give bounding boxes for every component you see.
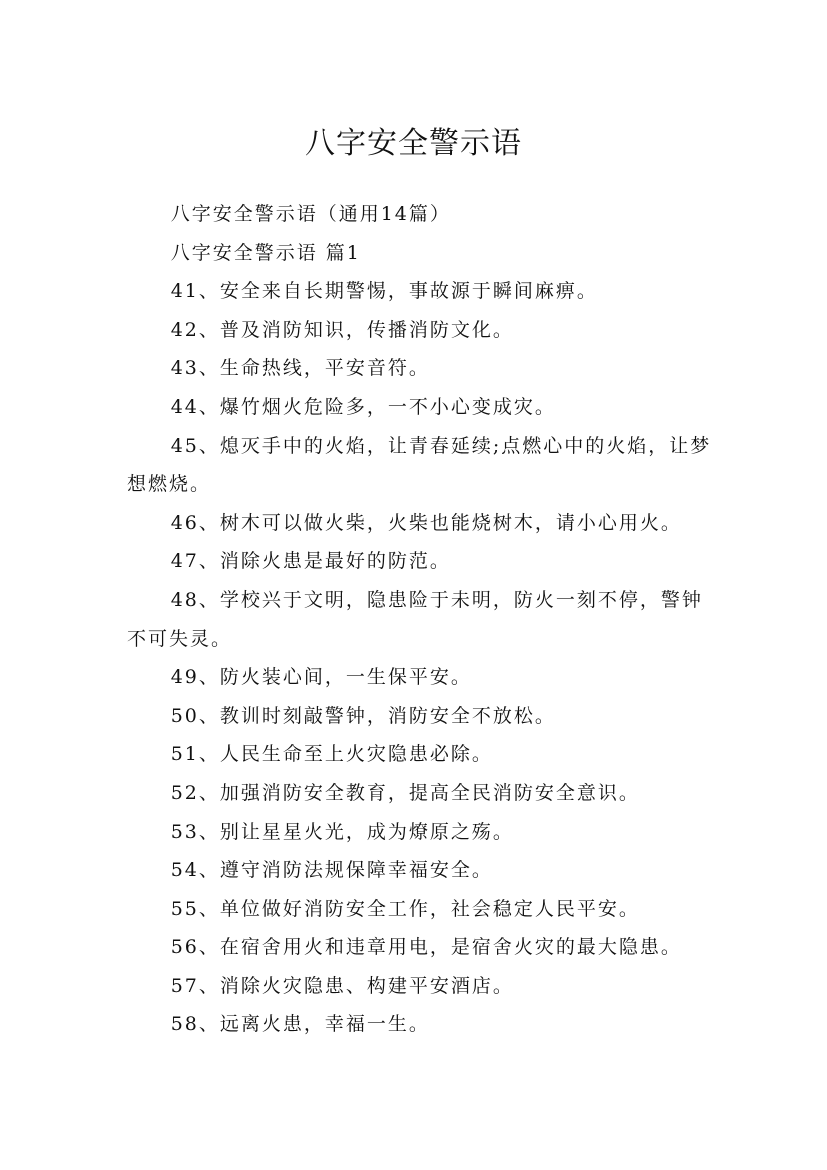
paragraph-section-heading: 八字安全警示语 篇1: [170, 241, 361, 264]
paragraph-item: 41、安全来自长期警惕，事故源于瞬间麻痹。: [170, 280, 598, 303]
paragraph-item: 53、别让星星火光，成为燎原之殇。: [170, 820, 514, 843]
paragraph-item: 55、单位做好消防安全工作，社会稳定人民平安。: [170, 897, 640, 920]
paragraph-item: 52、加强消防安全教育，提高全民消防安全意识。: [170, 781, 640, 804]
paragraph-item: 51、人民生命至上火灾隐患必除。: [170, 743, 493, 766]
paragraph-item: 57、消除火灾隐患、构建平安酒店。: [170, 974, 514, 997]
paragraph-item: 45、熄灭手中的火焰，让青春延续;点燃心中的火焰，让梦想燃烧。: [127, 434, 712, 496]
paragraph-item: 49、防火装心间，一生保平安。: [170, 666, 472, 689]
paragraph-item: 46、树木可以做火柴，火柴也能烧树木，请小心用火。: [170, 511, 682, 534]
paragraph-item: 56、在宿舍用火和违章用电，是宿舍火灾的最大隐患。: [170, 936, 682, 959]
document-title: 八字安全警示语: [305, 126, 522, 162]
paragraph-item: 50、教训时刻敲警钟，消防安全不放松。: [170, 704, 556, 727]
paragraph-item: 44、爆竹烟火危险多，一不小心变成灾。: [170, 395, 556, 418]
paragraph-item: 42、普及消防知识，传播消防文化。: [170, 318, 514, 341]
paragraph-subtitle: 八字安全警示语（通用14篇）: [170, 203, 451, 225]
paragraph-item: 48、学校兴于文明，隐患险于未明，防火一刻不停，警钟不可失灵。: [127, 588, 703, 650]
paragraph-item: 58、远离火患，幸福一生。: [170, 1013, 430, 1036]
document-body: [127, 195, 717, 1044]
paragraph-item: 54、遵守消防法规保障幸福安全。: [170, 859, 493, 882]
paragraph-item: 43、生命热线，平安音符。: [170, 357, 430, 380]
paragraph-item: 47、消除火患是最好的防范。: [170, 550, 451, 573]
